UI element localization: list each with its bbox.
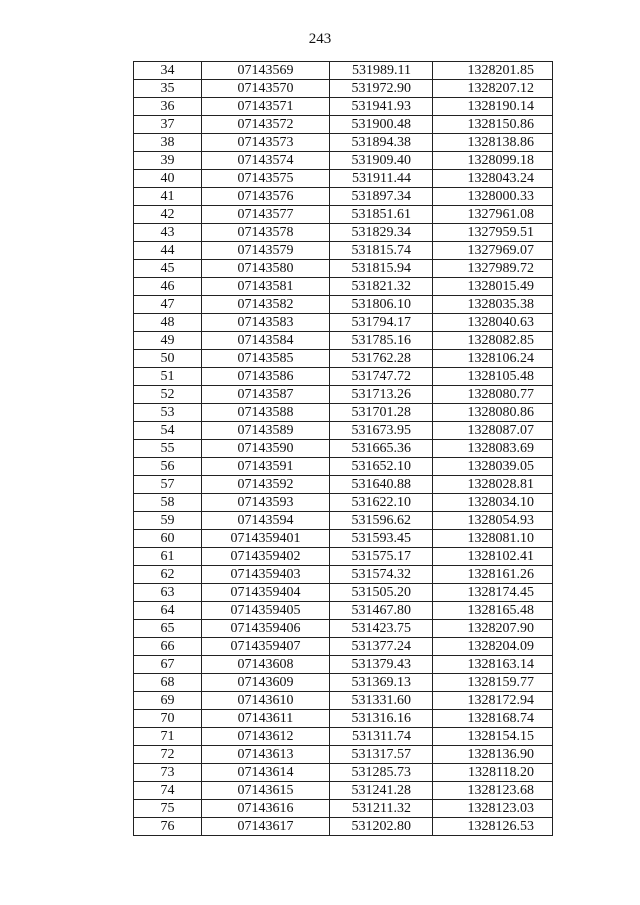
point-id-cell: 0714359401	[202, 530, 330, 548]
x-coordinate-cell: 531806.10	[330, 296, 433, 314]
point-id-cell: 07143608	[202, 656, 330, 674]
x-coordinate-cell: 531423.75	[330, 620, 433, 638]
point-id-cell: 07143569	[202, 62, 330, 80]
y-coordinate-cell: 1328118.20	[433, 764, 553, 782]
y-coordinate-cell: 1328168.74	[433, 710, 553, 728]
point-id-cell: 07143617	[202, 818, 330, 836]
y-coordinate-cell: 1328161.26	[433, 566, 553, 584]
row-number-cell: 60	[134, 530, 202, 548]
y-coordinate-cell: 1328123.68	[433, 782, 553, 800]
table-row	[134, 602, 553, 620]
row-number-cell: 64	[134, 602, 202, 620]
row-number-cell: 68	[134, 674, 202, 692]
x-coordinate-cell: 531762.28	[330, 350, 433, 368]
point-id-cell: 07143610	[202, 692, 330, 710]
table-row	[134, 710, 553, 728]
x-coordinate-cell: 531785.16	[330, 332, 433, 350]
row-number-cell: 57	[134, 476, 202, 494]
point-id-cell: 07143575	[202, 170, 330, 188]
x-coordinate-cell: 531829.34	[330, 224, 433, 242]
table-row	[134, 584, 553, 602]
y-coordinate-cell: 1328000.33	[433, 188, 553, 206]
table-row	[134, 746, 553, 764]
y-coordinate-cell: 1328083.69	[433, 440, 553, 458]
row-number-cell: 36	[134, 98, 202, 116]
table-row	[134, 458, 553, 476]
row-number-cell: 44	[134, 242, 202, 260]
table-row	[134, 170, 553, 188]
x-coordinate-cell: 531377.24	[330, 638, 433, 656]
y-coordinate-cell: 1328080.77	[433, 386, 553, 404]
row-number-cell: 39	[134, 152, 202, 170]
x-coordinate-cell: 531285.73	[330, 764, 433, 782]
x-coordinate-cell: 531575.17	[330, 548, 433, 566]
x-coordinate-cell: 531815.74	[330, 242, 433, 260]
y-coordinate-cell: 1328204.09	[433, 638, 553, 656]
table-row	[134, 116, 553, 134]
x-coordinate-cell: 531331.60	[330, 692, 433, 710]
point-id-cell: 07143570	[202, 80, 330, 98]
x-coordinate-cell: 531701.28	[330, 404, 433, 422]
table-row	[134, 80, 553, 98]
y-coordinate-cell: 1328150.86	[433, 116, 553, 134]
table-row	[134, 566, 553, 584]
table-row	[134, 620, 553, 638]
row-number-cell: 56	[134, 458, 202, 476]
x-coordinate-cell: 531815.94	[330, 260, 433, 278]
x-coordinate-cell: 531596.62	[330, 512, 433, 530]
table-row	[134, 368, 553, 386]
table-row	[134, 152, 553, 170]
row-number-cell: 71	[134, 728, 202, 746]
y-coordinate-cell: 1328163.14	[433, 656, 553, 674]
x-coordinate-cell: 531369.13	[330, 674, 433, 692]
y-coordinate-cell: 1327961.08	[433, 206, 553, 224]
x-coordinate-cell: 531593.45	[330, 530, 433, 548]
table-row	[134, 260, 553, 278]
y-coordinate-cell: 1328159.77	[433, 674, 553, 692]
x-coordinate-cell: 531241.28	[330, 782, 433, 800]
row-number-cell: 73	[134, 764, 202, 782]
x-coordinate-cell: 531317.57	[330, 746, 433, 764]
x-coordinate-cell: 531211.32	[330, 800, 433, 818]
point-id-cell: 07143573	[202, 134, 330, 152]
point-id-cell: 07143576	[202, 188, 330, 206]
point-id-cell: 07143574	[202, 152, 330, 170]
point-id-cell: 07143593	[202, 494, 330, 512]
point-id-cell: 07143609	[202, 674, 330, 692]
table-row	[134, 296, 553, 314]
y-coordinate-cell: 1328207.90	[433, 620, 553, 638]
row-number-cell: 67	[134, 656, 202, 674]
y-coordinate-cell: 1328172.94	[433, 692, 553, 710]
point-id-cell: 07143584	[202, 332, 330, 350]
y-coordinate-cell: 1328136.90	[433, 746, 553, 764]
row-number-cell: 48	[134, 314, 202, 332]
point-id-cell: 07143579	[202, 242, 330, 260]
row-number-cell: 41	[134, 188, 202, 206]
table-row	[134, 350, 553, 368]
point-id-cell: 07143612	[202, 728, 330, 746]
x-coordinate-cell: 531972.90	[330, 80, 433, 98]
point-id-cell: 0714359405	[202, 602, 330, 620]
y-coordinate-cell: 1328043.24	[433, 170, 553, 188]
x-coordinate-cell: 531794.17	[330, 314, 433, 332]
x-coordinate-cell: 531989.11	[330, 62, 433, 80]
point-id-cell: 07143614	[202, 764, 330, 782]
y-coordinate-cell: 1328087.07	[433, 422, 553, 440]
point-id-cell: 07143580	[202, 260, 330, 278]
point-id-cell: 07143592	[202, 476, 330, 494]
y-coordinate-cell: 1328015.49	[433, 278, 553, 296]
table-row	[134, 404, 553, 422]
point-id-cell: 07143586	[202, 368, 330, 386]
y-coordinate-cell: 1328040.63	[433, 314, 553, 332]
table-row	[134, 548, 553, 566]
row-number-cell: 45	[134, 260, 202, 278]
point-id-cell: 07143591	[202, 458, 330, 476]
table-row	[134, 638, 553, 656]
table-row	[134, 764, 553, 782]
x-coordinate-cell: 531894.38	[330, 134, 433, 152]
point-id-cell: 0714359403	[202, 566, 330, 584]
point-id-cell: 07143571	[202, 98, 330, 116]
x-coordinate-cell: 531941.93	[330, 98, 433, 116]
row-number-cell: 38	[134, 134, 202, 152]
row-number-cell: 43	[134, 224, 202, 242]
row-number-cell: 59	[134, 512, 202, 530]
table-row	[134, 530, 553, 548]
y-coordinate-cell: 1328190.14	[433, 98, 553, 116]
x-coordinate-cell: 531900.48	[330, 116, 433, 134]
x-coordinate-cell: 531379.43	[330, 656, 433, 674]
point-id-cell: 07143613	[202, 746, 330, 764]
row-number-cell: 58	[134, 494, 202, 512]
point-id-cell: 0714359402	[202, 548, 330, 566]
row-number-cell: 51	[134, 368, 202, 386]
point-id-cell: 07143583	[202, 314, 330, 332]
point-id-cell: 07143590	[202, 440, 330, 458]
row-number-cell: 42	[134, 206, 202, 224]
row-number-cell: 50	[134, 350, 202, 368]
table-row	[134, 242, 553, 260]
table-row	[134, 224, 553, 242]
point-id-cell: 07143577	[202, 206, 330, 224]
x-coordinate-cell: 531897.34	[330, 188, 433, 206]
y-coordinate-cell: 1328201.85	[433, 62, 553, 80]
table-row	[134, 512, 553, 530]
table-row	[134, 800, 553, 818]
x-coordinate-cell: 531316.16	[330, 710, 433, 728]
row-number-cell: 37	[134, 116, 202, 134]
row-number-cell: 65	[134, 620, 202, 638]
table-row	[134, 440, 553, 458]
y-coordinate-cell: 1328126.53	[433, 818, 553, 836]
row-number-cell: 72	[134, 746, 202, 764]
point-id-cell: 0714359404	[202, 584, 330, 602]
row-number-cell: 76	[134, 818, 202, 836]
table-row	[134, 206, 553, 224]
y-coordinate-cell: 1328165.48	[433, 602, 553, 620]
row-number-cell: 52	[134, 386, 202, 404]
x-coordinate-cell: 531202.80	[330, 818, 433, 836]
x-coordinate-cell: 531574.32	[330, 566, 433, 584]
table-row	[134, 782, 553, 800]
x-coordinate-cell: 531505.20	[330, 584, 433, 602]
row-number-cell: 75	[134, 800, 202, 818]
table-row	[134, 62, 553, 80]
row-number-cell: 53	[134, 404, 202, 422]
y-coordinate-cell: 1328039.05	[433, 458, 553, 476]
y-coordinate-cell: 1328138.86	[433, 134, 553, 152]
y-coordinate-cell: 1328123.03	[433, 800, 553, 818]
y-coordinate-cell: 1328054.93	[433, 512, 553, 530]
point-id-cell: 0714359407	[202, 638, 330, 656]
row-number-cell: 66	[134, 638, 202, 656]
point-id-cell: 07143589	[202, 422, 330, 440]
y-coordinate-cell: 1328081.10	[433, 530, 553, 548]
row-number-cell: 47	[134, 296, 202, 314]
table-row	[134, 386, 553, 404]
table-row	[134, 278, 553, 296]
table-row	[134, 692, 553, 710]
coordinates-table	[133, 61, 553, 836]
y-coordinate-cell: 1328207.12	[433, 80, 553, 98]
table-row	[134, 134, 553, 152]
row-number-cell: 70	[134, 710, 202, 728]
table-row	[134, 674, 553, 692]
point-id-cell: 07143572	[202, 116, 330, 134]
x-coordinate-cell: 531665.36	[330, 440, 433, 458]
x-coordinate-cell: 531467.80	[330, 602, 433, 620]
y-coordinate-cell: 1328082.85	[433, 332, 553, 350]
y-coordinate-cell: 1328105.48	[433, 368, 553, 386]
x-coordinate-cell: 531911.44	[330, 170, 433, 188]
row-number-cell: 49	[134, 332, 202, 350]
page-number: 243	[308, 31, 332, 47]
point-id-cell: 07143581	[202, 278, 330, 296]
table-row	[134, 422, 553, 440]
table-row	[134, 332, 553, 350]
point-id-cell: 07143611	[202, 710, 330, 728]
point-id-cell: 07143588	[202, 404, 330, 422]
y-coordinate-cell: 1328106.24	[433, 350, 553, 368]
point-id-cell: 07143582	[202, 296, 330, 314]
row-number-cell: 35	[134, 80, 202, 98]
x-coordinate-cell: 531851.61	[330, 206, 433, 224]
point-id-cell: 07143594	[202, 512, 330, 530]
y-coordinate-cell: 1328154.15	[433, 728, 553, 746]
table-row	[134, 314, 553, 332]
table-row	[134, 656, 553, 674]
row-number-cell: 74	[134, 782, 202, 800]
x-coordinate-cell: 531713.26	[330, 386, 433, 404]
point-id-cell: 07143585	[202, 350, 330, 368]
x-coordinate-cell: 531652.10	[330, 458, 433, 476]
x-coordinate-cell: 531622.10	[330, 494, 433, 512]
y-coordinate-cell: 1328174.45	[433, 584, 553, 602]
x-coordinate-cell: 531821.32	[330, 278, 433, 296]
point-id-cell: 07143616	[202, 800, 330, 818]
table-row	[134, 494, 553, 512]
point-id-cell: 07143587	[202, 386, 330, 404]
row-number-cell: 61	[134, 548, 202, 566]
table-row	[134, 728, 553, 746]
y-coordinate-cell: 1328035.38	[433, 296, 553, 314]
x-coordinate-cell: 531311.74	[330, 728, 433, 746]
table-row	[134, 98, 553, 116]
row-number-cell: 62	[134, 566, 202, 584]
row-number-cell: 34	[134, 62, 202, 80]
row-number-cell: 55	[134, 440, 202, 458]
coordinates-table-body	[134, 62, 553, 836]
y-coordinate-cell: 1327989.72	[433, 260, 553, 278]
point-id-cell: 0714359406	[202, 620, 330, 638]
table-row	[134, 188, 553, 206]
x-coordinate-cell: 531640.88	[330, 476, 433, 494]
y-coordinate-cell: 1328028.81	[433, 476, 553, 494]
row-number-cell: 54	[134, 422, 202, 440]
y-coordinate-cell: 1328102.41	[433, 548, 553, 566]
y-coordinate-cell: 1327969.07	[433, 242, 553, 260]
row-number-cell: 63	[134, 584, 202, 602]
y-coordinate-cell: 1327959.51	[433, 224, 553, 242]
y-coordinate-cell: 1328034.10	[433, 494, 553, 512]
row-number-cell: 69	[134, 692, 202, 710]
table-row	[134, 818, 553, 836]
y-coordinate-cell: 1328080.86	[433, 404, 553, 422]
row-number-cell: 40	[134, 170, 202, 188]
y-coordinate-cell: 1328099.18	[433, 152, 553, 170]
x-coordinate-cell: 531909.40	[330, 152, 433, 170]
row-number-cell: 46	[134, 278, 202, 296]
x-coordinate-cell: 531673.95	[330, 422, 433, 440]
point-id-cell: 07143578	[202, 224, 330, 242]
x-coordinate-cell: 531747.72	[330, 368, 433, 386]
point-id-cell: 07143615	[202, 782, 330, 800]
table-row	[134, 476, 553, 494]
